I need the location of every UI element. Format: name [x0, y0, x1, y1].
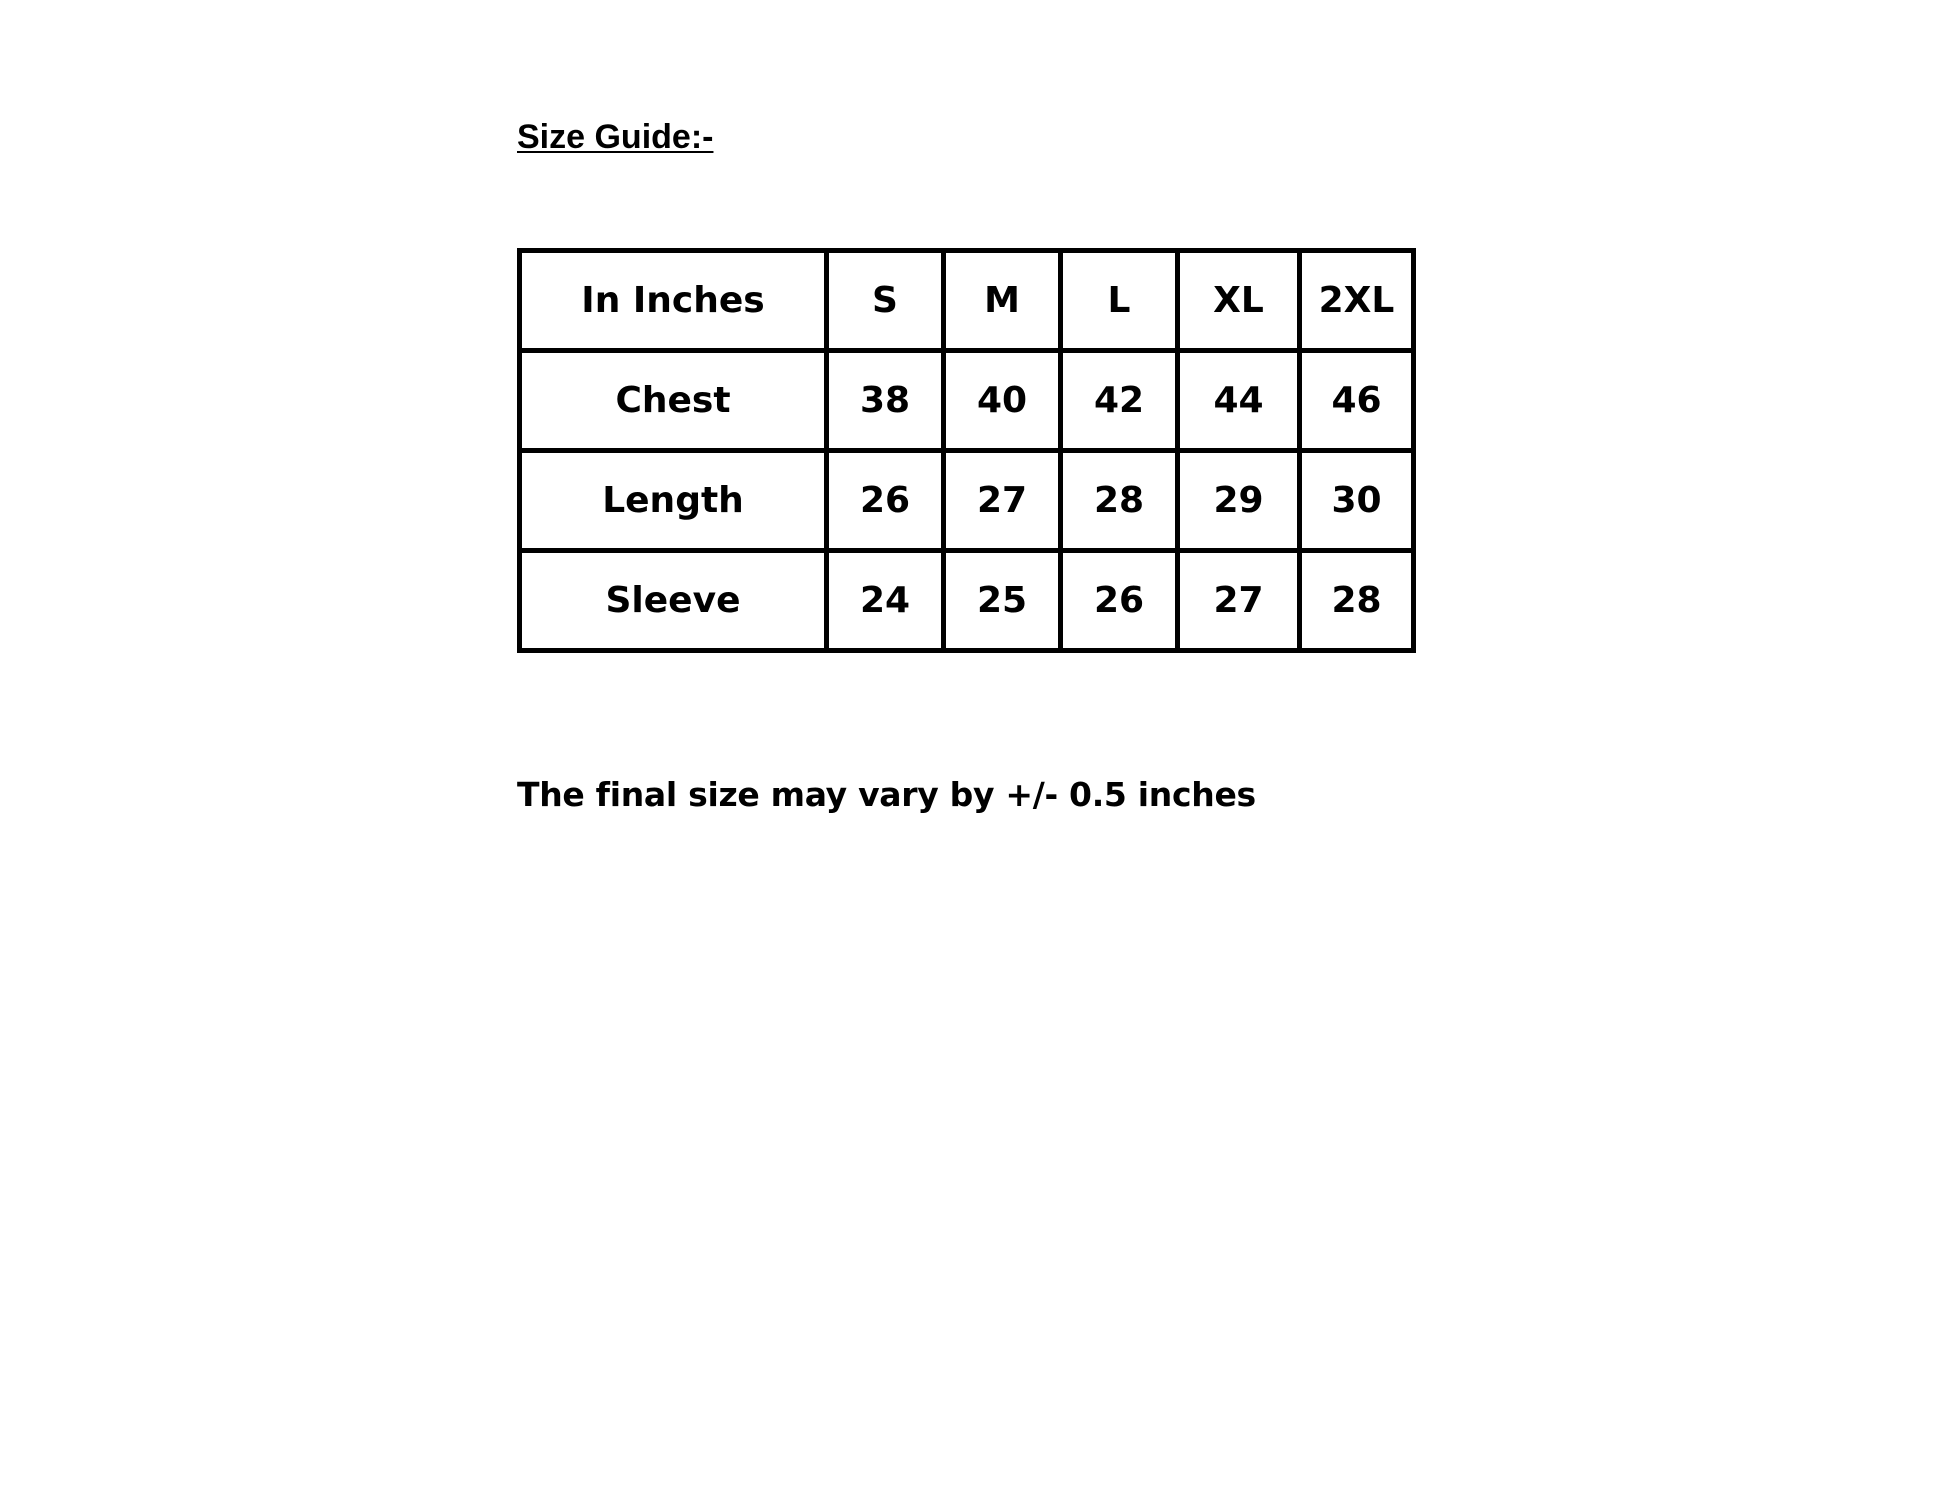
table-cell: 27	[1178, 551, 1300, 651]
table-row-chest	[520, 351, 1414, 451]
header-cell-m: M	[944, 251, 1061, 351]
table-row-length	[520, 451, 1414, 551]
size-guide-table	[517, 248, 1416, 653]
header-cell-unit: In Inches	[520, 251, 827, 351]
table-cell: 24	[827, 551, 944, 651]
table-cell: 44	[1178, 351, 1300, 451]
row-label-sleeve: Sleeve	[520, 551, 827, 651]
header-cell-xl: XL	[1178, 251, 1300, 351]
header-cell-s: S	[827, 251, 944, 351]
table-cell: 26	[1061, 551, 1178, 651]
table-cell: 38	[827, 351, 944, 451]
table-cell: 25	[944, 551, 1061, 651]
table-cell: 27	[944, 451, 1061, 551]
header-cell-l: L	[1061, 251, 1178, 351]
table-cell: 26	[827, 451, 944, 551]
header-cell-2xl: 2XL	[1300, 251, 1414, 351]
table-cell: 28	[1061, 451, 1178, 551]
table-cell: 29	[1178, 451, 1300, 551]
table-header-row	[520, 251, 1414, 351]
table-cell: 42	[1061, 351, 1178, 451]
table-cell: 30	[1300, 451, 1414, 551]
table-cell: 40	[944, 351, 1061, 451]
page-title: Size Guide:-	[517, 118, 714, 156]
row-label-chest: Chest	[520, 351, 827, 451]
size-variance-note: The final size may vary by +/- 0.5 inches	[517, 775, 1256, 814]
table-cell: 28	[1300, 551, 1414, 651]
row-label-length: Length	[520, 451, 827, 551]
table-cell: 46	[1300, 351, 1414, 451]
table-row-sleeve	[520, 551, 1414, 651]
